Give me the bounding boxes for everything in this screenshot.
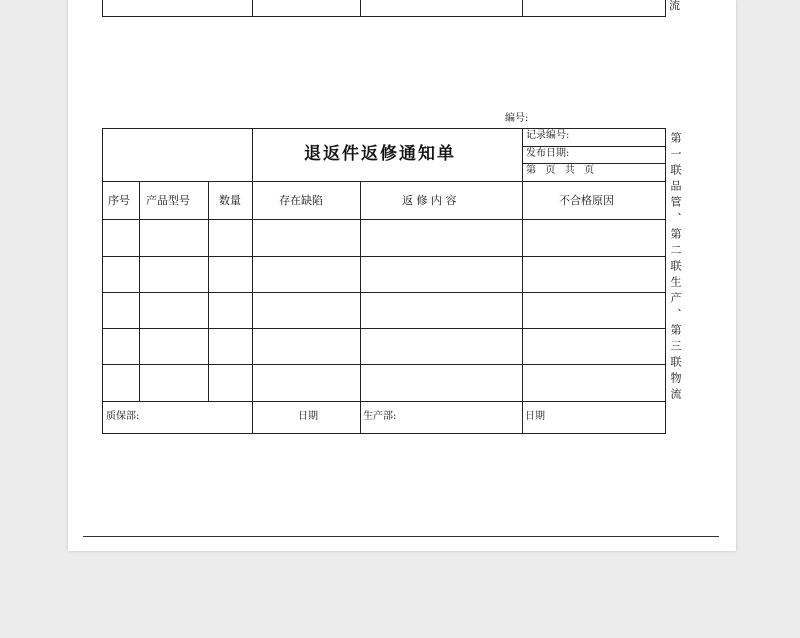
header-nonconform-reason: 不合格原因 bbox=[559, 194, 614, 207]
qa-dept-label: 质保部: bbox=[106, 411, 140, 422]
copy-distribution-note: 第一联品管、第二联生产、第三联物流 bbox=[669, 132, 682, 404]
header-model: 产品型号 bbox=[146, 194, 190, 207]
header-repair-content: 返 修 内 容 bbox=[402, 194, 457, 207]
record-number-label: 记录编号: bbox=[526, 130, 570, 141]
issue-date-label: 发布日期: bbox=[526, 148, 570, 159]
header-seq: 序号 bbox=[108, 194, 130, 207]
document-page bbox=[68, 0, 736, 551]
page-footer-line bbox=[83, 536, 719, 537]
header-qty: 数量 bbox=[219, 194, 241, 207]
qa-date-label: 日期 bbox=[298, 411, 318, 422]
production-date-label: 日期 bbox=[525, 411, 545, 422]
page-count-label: 第 页 共 页 bbox=[526, 165, 596, 176]
production-dept-label: 生产部: bbox=[363, 411, 397, 422]
previous-form-side-note: 流 bbox=[669, 0, 680, 12]
form-number-label: 编号: bbox=[505, 113, 529, 124]
form-title: 退返件返修通知单 bbox=[304, 144, 456, 164]
header-defect: 存在缺陷 bbox=[279, 194, 323, 207]
